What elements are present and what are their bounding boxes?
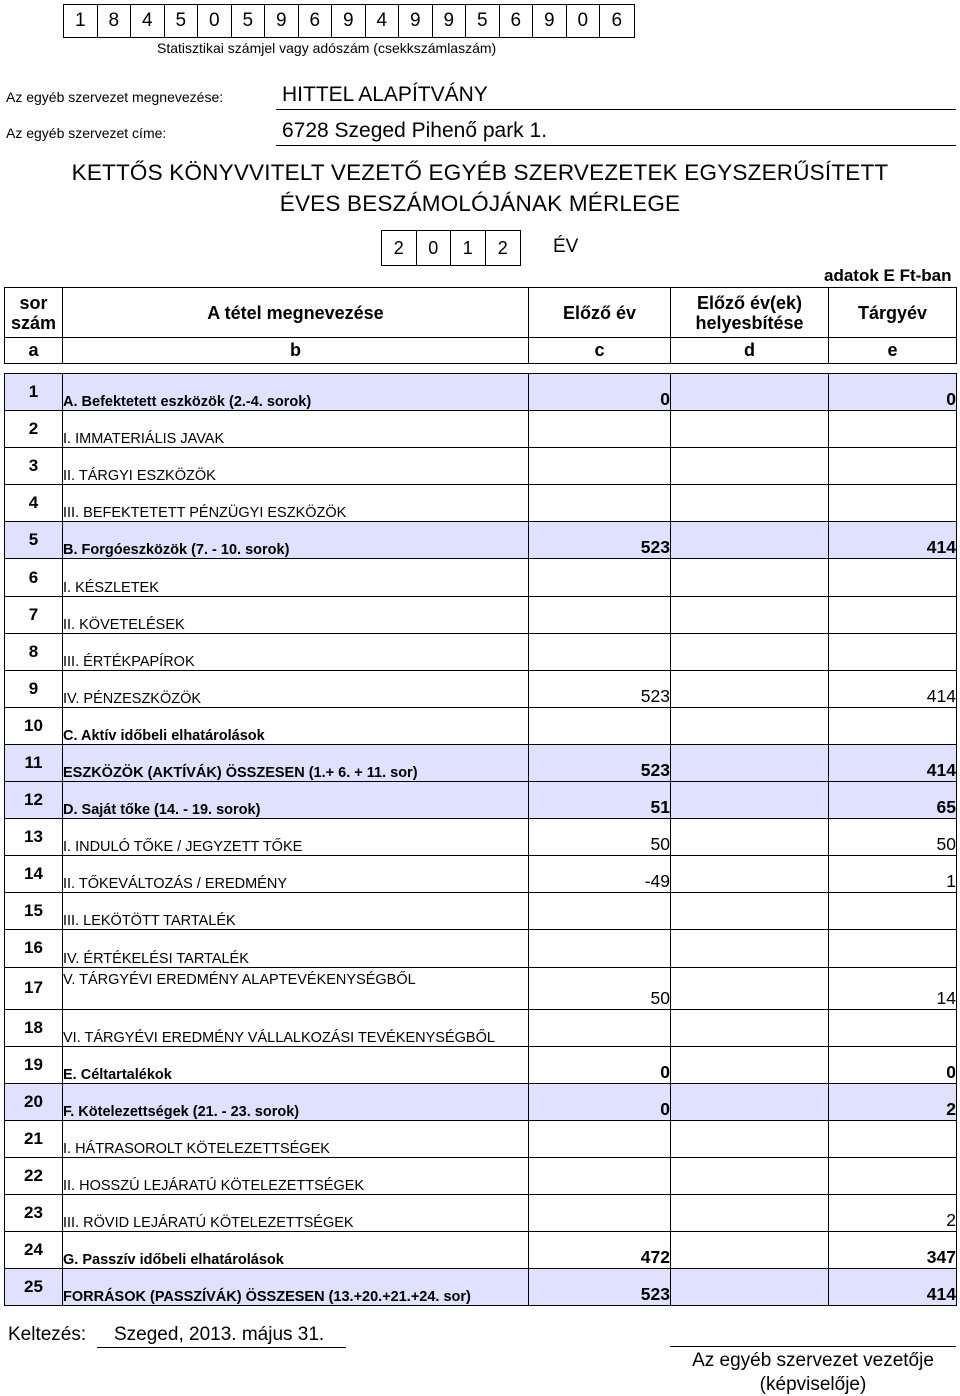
table-row: [5, 374, 957, 411]
balance-sheet-table: [4, 287, 957, 1306]
date-label: Keltezés:: [8, 1324, 87, 1345]
row-item-name: II. KÖVETELÉSEK: [63, 596, 529, 633]
row-item-name: ESZKÖZÖK (AKTÍVÁK) ÖSSZESEN (1.+ 6. + 11. sor): [63, 744, 529, 781]
org-name-value: HITTEL ALAPÍTVÁNY: [282, 83, 488, 106]
row-current-year: 65: [829, 782, 957, 819]
org-name-label: Az egyéb szervezet megnevezése:: [6, 89, 224, 105]
row-number: 20: [5, 1083, 63, 1120]
row-number: 19: [5, 1046, 63, 1083]
table-row: [5, 782, 957, 819]
table-row: [5, 448, 957, 485]
row-item-name: III. ÉRTÉKPAPÍROK: [63, 633, 529, 670]
row-current-year: [829, 707, 957, 744]
row-previous-year: [529, 707, 671, 744]
row-current-year: [829, 448, 957, 485]
signature-subtitle: (képviselője): [759, 1374, 867, 1395]
row-current-year: 414: [829, 522, 957, 559]
table-row: [5, 1157, 957, 1194]
table-row: [5, 1269, 957, 1306]
row-current-year: [829, 485, 957, 522]
row-number: 3: [5, 448, 63, 485]
row-item-name: III. LEKÖTÖTT TARTALÉK: [63, 893, 529, 930]
tax-digit: 6: [299, 5, 333, 37]
date-underline: [97, 1347, 346, 1348]
tax-digit: 0: [198, 5, 232, 37]
row-correction: [671, 930, 829, 967]
row-previous-year: 523: [529, 670, 671, 707]
row-item-name: II. HOSSZÚ LEJÁRATÚ KÖTELEZETTSÉGEK: [63, 1157, 529, 1194]
row-correction: [671, 374, 829, 411]
row-current-year: 50: [829, 819, 957, 856]
table-row: [5, 1009, 957, 1046]
row-previous-year: [529, 1194, 671, 1231]
row-previous-year: [529, 411, 671, 448]
row-number: 24: [5, 1232, 63, 1269]
row-current-year: 347: [829, 1232, 957, 1269]
header-previous-year: Előző év: [529, 288, 671, 338]
table-row: [5, 411, 957, 448]
table-row: [5, 596, 957, 633]
row-correction: [671, 782, 829, 819]
column-letter: c: [529, 338, 671, 364]
row-item-name: G. Passzív időbeli elhatárolások: [63, 1232, 529, 1269]
row-item-name: II. TŐKEVÁLTOZÁS / EREDMÉNY: [63, 856, 529, 893]
row-correction: [671, 411, 829, 448]
row-previous-year: [529, 596, 671, 633]
table-row: [5, 819, 957, 856]
row-current-year: 0: [829, 374, 957, 411]
row-item-name: I. KÉSZLETEK: [63, 559, 529, 596]
row-correction: [671, 744, 829, 781]
row-item-name: D. Saját tőke (14. - 19. sorok): [63, 782, 529, 819]
tax-digit: 9: [533, 5, 567, 37]
signature-title: Az egyéb szervezet vezetője: [692, 1350, 934, 1371]
row-previous-year: [529, 1157, 671, 1194]
year-digit: 0: [417, 231, 452, 265]
row-number: 13: [5, 819, 63, 856]
row-correction: [671, 967, 829, 1009]
row-item-name: IV. PÉNZESZKÖZÖK: [63, 670, 529, 707]
row-correction: [671, 670, 829, 707]
table-row: [5, 1232, 957, 1269]
table-row: [5, 1120, 957, 1157]
row-previous-year: [529, 633, 671, 670]
row-number: 16: [5, 930, 63, 967]
row-current-year: 414: [829, 744, 957, 781]
row-correction: [671, 485, 829, 522]
row-number: 17: [5, 967, 63, 1009]
row-number: 25: [5, 1269, 63, 1306]
table-header-row: [5, 288, 957, 338]
date-value: Szeged, 2013. május 31.: [114, 1324, 325, 1345]
row-current-year: [829, 930, 957, 967]
row-current-year: [829, 633, 957, 670]
tax-digit: 9: [399, 5, 433, 37]
tax-digit: 6: [611, 10, 623, 31]
row-item-name: V. TÁRGYÉVI EREDMÉNY ALAPTEVÉKENYSÉGBŐL: [63, 967, 529, 1009]
row-correction: [671, 559, 829, 596]
table-row: [5, 670, 957, 707]
row-number: 5: [5, 522, 63, 559]
row-item-name: II. TÁRGYI ESZKÖZÖK: [63, 448, 529, 485]
row-correction: [671, 448, 829, 485]
row-correction: [671, 893, 829, 930]
tax-digit: 9: [433, 5, 467, 37]
row-current-year: [829, 559, 957, 596]
row-current-year: 0: [829, 1046, 957, 1083]
year-digit: 1: [451, 231, 486, 265]
tax-digit: 4: [131, 5, 165, 37]
row-current-year: 2: [829, 1194, 957, 1231]
row-current-year: 1: [829, 856, 957, 893]
row-current-year: 414: [829, 670, 957, 707]
row-previous-year: -49: [529, 856, 671, 893]
row-correction: [671, 596, 829, 633]
table-row: [5, 559, 957, 596]
row-correction: [671, 856, 829, 893]
row-number: 22: [5, 1157, 63, 1194]
header-correction: Előző év(ek) helyesbítése: [671, 288, 829, 338]
row-previous-year: [529, 485, 671, 522]
column-letter: a: [5, 338, 63, 364]
row-item-name: E. Céltartalékok: [63, 1046, 529, 1083]
row-correction: [671, 633, 829, 670]
row-number: 7: [5, 596, 63, 633]
row-item-name: I. IMMATERIÁLIS JAVAK: [63, 411, 529, 448]
row-number: 18: [5, 1009, 63, 1046]
row-number: 4: [5, 485, 63, 522]
row-correction: [671, 1120, 829, 1157]
row-number: 8: [5, 633, 63, 670]
row-current-year: 14: [829, 967, 957, 1009]
row-number: 21: [5, 1120, 63, 1157]
row-current-year: 414: [829, 1269, 957, 1306]
row-previous-year: 0: [529, 1046, 671, 1083]
row-previous-year: [529, 1009, 671, 1046]
tax-digit: 0: [567, 5, 601, 37]
table-gap-row: [5, 364, 957, 374]
table-row: [5, 744, 957, 781]
table-row: [5, 633, 957, 670]
row-item-name: A. Befektetett eszközök (2.-4. sorok): [63, 374, 529, 411]
tax-digit: 8: [98, 5, 132, 37]
column-letter: e: [829, 338, 957, 364]
row-current-year: [829, 411, 957, 448]
row-previous-year: [529, 559, 671, 596]
row-previous-year: [529, 930, 671, 967]
row-previous-year: 0: [529, 1083, 671, 1120]
table-row: [5, 485, 957, 522]
table-row: [5, 1046, 957, 1083]
tax-digit: 5: [232, 5, 266, 37]
row-item-name: IV. ÉRTÉKELÉSI TARTALÉK: [63, 930, 529, 967]
row-number: 6: [5, 559, 63, 596]
tax-number-caption: Statisztikai számjel vagy adószám (csekkszámlaszám): [157, 40, 497, 56]
row-correction: [671, 1083, 829, 1120]
table-row: [5, 707, 957, 744]
column-letter-row: [5, 338, 957, 364]
org-address-label: Az egyéb szervezet címe:: [6, 125, 167, 141]
org-name-underline: [276, 109, 956, 110]
tax-number-boxes: [63, 4, 635, 38]
year-digit: 2: [382, 231, 417, 265]
row-item-name: I. INDULÓ TŐKE / JEGYZETT TŐKE: [63, 819, 529, 856]
row-number: 15: [5, 893, 63, 930]
row-current-year: 2: [829, 1083, 957, 1120]
row-previous-year: 523: [529, 744, 671, 781]
row-previous-year: [529, 893, 671, 930]
signature-line: [670, 1346, 956, 1347]
table-row: [5, 967, 957, 1009]
row-number: 9: [5, 670, 63, 707]
row-previous-year: 51: [529, 782, 671, 819]
row-number: 10: [5, 707, 63, 744]
row-number: 1: [5, 374, 63, 411]
unit-note: adatok E Ft-ban: [824, 266, 952, 285]
row-correction: [671, 1194, 829, 1231]
row-current-year: [829, 1009, 957, 1046]
row-previous-year: [529, 1120, 671, 1157]
header-item-name: A tétel megnevezése: [63, 288, 529, 338]
tax-digit: 5: [466, 5, 500, 37]
year-boxes: [381, 230, 521, 266]
tax-digit: 9: [332, 5, 366, 37]
row-correction: [671, 1269, 829, 1306]
year-digit: 2: [497, 237, 508, 258]
row-item-name: B. Forgóeszközök (7. - 10. sorok): [63, 522, 529, 559]
row-correction: [671, 1232, 829, 1269]
row-correction: [671, 1157, 829, 1194]
report-title-line2: ÉVES BESZÁMOLÓJÁNAK MÉRLEGE: [279, 191, 681, 216]
year-label: ÉV: [553, 236, 579, 257]
row-correction: [671, 1009, 829, 1046]
table-row: [5, 930, 957, 967]
row-number: 11: [5, 744, 63, 781]
table-row: [5, 1083, 957, 1120]
table-row: [5, 893, 957, 930]
tax-digit: 5: [165, 5, 199, 37]
row-item-name: III. RÖVID LEJÁRATÚ KÖTELEZETTSÉGEK: [63, 1194, 529, 1231]
tax-digit: 1: [64, 5, 98, 37]
row-item-name: C. Aktív időbeli elhatárolások: [63, 707, 529, 744]
header-current-year: Tárgyév: [829, 288, 957, 338]
row-previous-year: 50: [529, 819, 671, 856]
header-row-number: sor szám: [5, 288, 63, 338]
row-previous-year: 523: [529, 522, 671, 559]
row-correction: [671, 1046, 829, 1083]
row-current-year: [829, 596, 957, 633]
row-previous-year: [529, 448, 671, 485]
table-row: [5, 856, 957, 893]
row-previous-year: 472: [529, 1232, 671, 1269]
table-row: [5, 522, 957, 559]
org-address-value: 6728 Szeged Pihenő park 1.: [282, 119, 548, 142]
row-item-name: FORRÁSOK (PASSZÍVÁK) ÖSSZESEN (13.+20.+21.+24. sor): [63, 1269, 529, 1306]
row-correction: [671, 707, 829, 744]
row-number: 23: [5, 1194, 63, 1231]
row-number: 12: [5, 782, 63, 819]
report-title-line1: KETTŐS KÖNYVVITELT VEZETŐ EGYÉB SZERVEZETEK EGYSZERŰSÍTETT: [71, 160, 889, 185]
column-letter: d: [671, 338, 829, 364]
tax-digit: 6: [500, 5, 534, 37]
row-previous-year: 50: [529, 967, 671, 1009]
row-item-name: F. Kötelezettségek (21. - 23. sorok): [63, 1083, 529, 1120]
tax-digit: 9: [265, 5, 299, 37]
row-previous-year: 523: [529, 1269, 671, 1306]
row-number: 14: [5, 856, 63, 893]
row-current-year: [829, 1120, 957, 1157]
tax-digit: 4: [366, 5, 400, 37]
row-current-year: [829, 893, 957, 930]
org-address-underline: [276, 145, 956, 146]
column-letter: b: [63, 338, 529, 364]
row-item-name: I. HÁTRASOROLT KÖTELEZETTSÉGEK: [63, 1120, 529, 1157]
table-row: [5, 1194, 957, 1231]
row-item-name: III. BEFEKTETETT PÉNZÜGYI ESZKÖZÖK: [63, 485, 529, 522]
row-number: 2: [5, 411, 63, 448]
row-previous-year: 0: [529, 374, 671, 411]
row-current-year: [829, 1157, 957, 1194]
row-item-name: VI. TÁRGYÉVI EREDMÉNY VÁLLALKOZÁSI TEVÉKENYSÉGBŐL: [63, 1009, 529, 1046]
row-correction: [671, 522, 829, 559]
row-correction: [671, 819, 829, 856]
